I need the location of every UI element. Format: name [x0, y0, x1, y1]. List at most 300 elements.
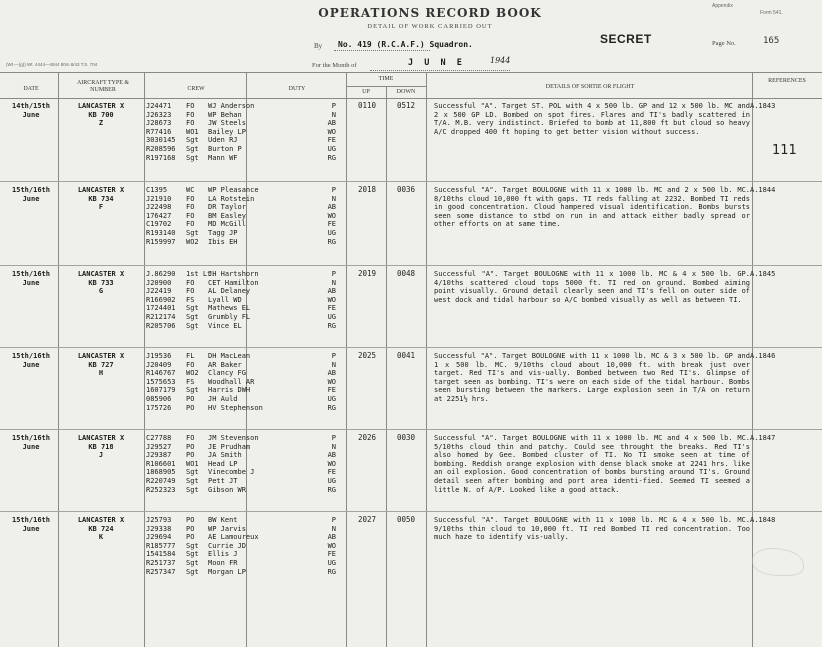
crew-member [146, 550, 296, 559]
crew-duty: UG [327, 312, 336, 321]
crew-service-number: R220749 [146, 476, 176, 485]
col-header-down: DOWN [396, 89, 416, 95]
crew-duty: WO [327, 127, 336, 136]
crew-member [146, 229, 296, 238]
crew-duty: N [331, 442, 336, 451]
aircraft-letter: Z [98, 119, 104, 128]
crew-name: Mann WF [208, 153, 238, 162]
crew-name: JM Stevenson [208, 434, 259, 442]
crew-name: Ibis EH [208, 237, 238, 246]
crew-duty: UG [327, 476, 336, 485]
crew-duty: N [331, 360, 336, 369]
crew-name: Morgan LP [208, 567, 246, 576]
by-label: By [314, 42, 323, 50]
crew-duty: WO [327, 295, 336, 304]
crew-name: BW Kent [208, 516, 238, 524]
margin-number: 111 [772, 143, 797, 158]
crew-duty: UG [327, 144, 336, 153]
aircraft-serial: KB 733 [88, 278, 114, 287]
crew-service-number: 3030145 [146, 136, 176, 145]
crew-rank: Sgt [186, 228, 199, 237]
crew-rank: WO1 [186, 127, 199, 136]
sortie-date: 15th/16th June [12, 434, 50, 451]
crew-member [146, 352, 296, 361]
year-value: 1944 [490, 56, 511, 65]
crew-service-number: 1724401 [146, 304, 176, 313]
crew-service-number: R252323 [146, 485, 176, 494]
crew-service-number: 175726 [146, 403, 172, 412]
crew-service-number: R251737 [146, 558, 176, 567]
sortie-details: Successful "A". Target ST. POL with 4 x 500 lb. GP and 12 x 500 lb. MC and 2 x 500 GP LD. Bombed on spot fires. Flares and TI's badly scattered in T/A. M.B. very indistinct. Briefed to bomb at 11,800 ft but cloud so heavy A/C dropped 400 ft hoping to get better vision without success. [434, 102, 750, 136]
time-up: 2018 [357, 185, 377, 194]
aircraft-letter: J [98, 451, 104, 460]
aircraft-letter: H [98, 369, 104, 378]
crew-member [146, 460, 296, 469]
crew-duty: UG [327, 394, 336, 403]
col-header-duty: DUTY [288, 86, 306, 92]
crew-service-number: J28673 [146, 119, 172, 128]
crew-rank: 1st Lt. [186, 270, 216, 278]
crew-duty: FE [327, 550, 336, 559]
crew-name: MD McGill [208, 220, 246, 229]
crew-name: Mathews EL [208, 304, 251, 313]
crew-service-number: 085906 [146, 394, 172, 403]
crew-list [146, 516, 296, 576]
appendix-label: Appendix [712, 3, 733, 9]
time-down: 0030 [396, 433, 416, 442]
crew-member [146, 525, 296, 534]
aircraft-info [60, 434, 142, 460]
duty-list [296, 352, 346, 412]
squadron-name: No. 419 (R.C.A.F.) Squadron. [338, 40, 473, 49]
crew-name: Head LP [208, 459, 238, 468]
crew-rank: Sgt [186, 144, 199, 153]
crew-service-number: J22498 [146, 203, 172, 212]
crew-member [146, 238, 296, 247]
month-value: J U N E [408, 58, 465, 68]
crew-name: AE Lamoureux [208, 533, 259, 542]
row-rule [0, 429, 822, 430]
crew-rank: Sgt [186, 321, 199, 330]
crew-rank: Sgt [186, 386, 199, 395]
crew-service-number: J29338 [146, 524, 172, 533]
crew-name: WP Pleasance [208, 186, 259, 194]
crew-name: Moon FR [208, 558, 238, 567]
crew-service-number: R77416 [146, 127, 172, 136]
aircraft-type: LANCASTER X [77, 270, 125, 278]
crew-member [146, 486, 296, 495]
crew-rank: Sgt [186, 476, 199, 485]
crew-duty: RG [327, 403, 336, 412]
crew-service-number: 1868905 [146, 468, 176, 477]
crew-service-number: J19536 [146, 352, 172, 360]
crew-member [146, 404, 296, 413]
crew-rank: FO [186, 220, 195, 229]
crew-rank: Sgt [186, 485, 199, 494]
crew-name: BM Easley [208, 211, 246, 220]
crew-service-number: R146767 [146, 369, 176, 378]
crew-duty: P [331, 186, 336, 194]
crew-duty: P [331, 270, 336, 278]
crew-list [146, 352, 296, 412]
aircraft-info [60, 102, 142, 128]
crew-member [146, 451, 296, 460]
crew-name: JA Smith [208, 451, 242, 460]
crew-name: WJ Anderson [208, 102, 255, 110]
crew-service-number: R193140 [146, 228, 176, 237]
crew-service-number: 176427 [146, 211, 172, 220]
aircraft-type: LANCASTER X [77, 186, 125, 194]
crew-list [146, 186, 296, 246]
crew-member [146, 542, 296, 551]
time-up: 2019 [357, 269, 377, 278]
crew-name: Ellis J [208, 550, 238, 559]
crew-rank: FO [186, 194, 195, 203]
crew-member [146, 203, 296, 212]
col-header-details: DETAILS OF SORTIE OR FLIGHT [545, 84, 635, 90]
crew-member [146, 395, 296, 404]
form-number: Form 541. [760, 10, 783, 16]
row-rule [0, 347, 822, 348]
duty-list [296, 102, 346, 162]
crew-rank: FO [186, 110, 195, 119]
crew-rank: PO [186, 394, 195, 403]
crew-service-number: C19702 [146, 220, 172, 229]
crew-member [146, 270, 296, 279]
reference-number: A.1847 [750, 434, 776, 442]
crew-rank: Sgt [186, 541, 199, 550]
crew-member [146, 195, 296, 204]
crew-rank: FO [186, 278, 195, 287]
crew-duty: FE [327, 304, 336, 313]
crew-service-number: R212174 [146, 312, 176, 321]
crew-service-number: R205706 [146, 321, 176, 330]
crew-rank: FO [186, 119, 195, 128]
col-rule-duty [346, 72, 347, 647]
crew-name: LA Rotstein [208, 194, 255, 203]
col-rule-date [58, 72, 59, 647]
crew-rank: FO [186, 360, 195, 369]
crew-duty: N [331, 278, 336, 287]
time-down: 0048 [396, 269, 416, 278]
squadron-underline [334, 50, 430, 51]
time-up: 2025 [357, 351, 377, 360]
crew-rank: FS [186, 377, 195, 386]
crew-name: Burton P [208, 144, 242, 153]
crew-member [146, 220, 296, 229]
crew-duty: N [331, 524, 336, 533]
print-code: (Wt.—(g)) Wt. 4444—4944 80m 8/43 T.S. 704 [6, 62, 98, 67]
crew-rank: FO [186, 287, 195, 296]
duty-list [296, 186, 346, 246]
header-bottom-rule [0, 98, 822, 99]
crew-member [146, 378, 296, 387]
aircraft-type: LANCASTER X [77, 102, 125, 110]
crew-service-number: R159997 [146, 237, 176, 246]
crew-name: JE Prudham [208, 442, 251, 451]
row-rule [0, 181, 822, 182]
col-header-references: REFERENCES [768, 78, 806, 84]
aircraft-info [60, 186, 142, 212]
crew-duty: RG [327, 485, 336, 494]
crew-duty: AB [327, 287, 336, 296]
crew-duty: WO [327, 377, 336, 386]
crew-name: Uden RJ [208, 136, 238, 145]
crew-rank: Sgt [186, 136, 199, 145]
crew-member [146, 516, 296, 525]
crew-rank: WC [186, 186, 195, 194]
aircraft-serial: KB 727 [88, 360, 114, 369]
crew-service-number: J20409 [146, 360, 172, 369]
crew-service-number: 1541584 [146, 550, 176, 559]
time-down: 0050 [396, 515, 416, 524]
crew-member [146, 313, 296, 322]
reference-number: A.1848 [750, 516, 776, 524]
aircraft-serial: KB 724 [88, 524, 114, 533]
crew-member [146, 386, 296, 395]
col-header-aircraft: AIRCRAFT TYPE & NUMBER [76, 80, 130, 93]
reference-number: A.1845 [750, 270, 776, 278]
crew-rank: Sgt [186, 312, 199, 321]
col-header-up: UP [362, 89, 370, 95]
row-rule [0, 511, 822, 512]
crew-name: Gibson WR [208, 485, 246, 494]
crew-member [146, 559, 296, 568]
crew-member [146, 119, 296, 128]
crew-name: JH Hartshorn [208, 270, 259, 278]
crew-rank: FL [186, 352, 195, 360]
crew-member [146, 468, 296, 477]
crew-service-number: J21910 [146, 194, 172, 203]
crew-name: DH MacLean [208, 352, 251, 360]
aircraft-letter: G [98, 287, 104, 296]
sortie-date: 14th/15th June [12, 102, 50, 119]
sortie-date: 15th/16th June [12, 186, 50, 203]
month-underline [370, 70, 510, 71]
crew-name: WP Jarvis [208, 524, 246, 533]
crew-name: AL Delaney [208, 287, 251, 296]
crew-rank: Sgt [186, 153, 199, 162]
crew-member [146, 102, 296, 111]
time-up: 0110 [357, 101, 377, 110]
ink-smudge [752, 548, 804, 576]
sortie-details: Successful "A". Target BOULOGNE with 11 x 1000 lb. MC & 4 x 500 lb. MC. 9/10ths thin cloud to 10,000 ft. TI red Bombed TI red concentration. Too much haze to identify vis-ually. [434, 516, 750, 542]
crew-member [146, 477, 296, 486]
crew-duty: P [331, 352, 336, 360]
crew-service-number: R185777 [146, 541, 176, 550]
page-title: OPERATIONS RECORD BOOK [318, 6, 542, 20]
crew-name: Bailey LP [208, 127, 246, 136]
crew-rank: FO [186, 102, 195, 110]
crew-rank: PO [186, 451, 195, 460]
aircraft-serial: KB 700 [88, 110, 114, 119]
crew-member [146, 296, 296, 305]
crew-member [146, 145, 296, 154]
crew-service-number: J.86290 [146, 270, 176, 278]
crew-name: Vince EL [208, 321, 242, 330]
crew-duty: WO [327, 459, 336, 468]
crew-duty: WO [327, 541, 336, 550]
crew-service-number: J22419 [146, 287, 172, 296]
aircraft-type: LANCASTER X [77, 434, 125, 442]
duty-list [296, 270, 346, 330]
crew-rank: PO [186, 533, 195, 542]
crew-duty: WO [327, 211, 336, 220]
crew-name: Woodhall AR [208, 377, 255, 386]
col-header-time: TIME [378, 76, 394, 82]
time-down: 0036 [396, 185, 416, 194]
crew-service-number: J24471 [146, 102, 172, 110]
crew-member [146, 287, 296, 296]
crew-rank: WO2 [186, 237, 199, 246]
crew-service-number: R166902 [146, 295, 176, 304]
duty-list [296, 516, 346, 576]
crew-rank: Sgt [186, 550, 199, 559]
time-down: 0041 [396, 351, 416, 360]
crew-name: Tagg JP [208, 228, 238, 237]
crew-service-number: C27788 [146, 434, 172, 442]
sortie-details: Successful "A". Target BOULOGNE with 11 x 1000 lb. MC and 2 x 500 lb. MC. 8/10ths cloud 10,000 ft with gaps. TI reds falling at 2232. Bombed TI reds in good concentration. Cloud hampered visual identification. Bombs bursts seen some distance to stbd on run in and attack either badly spread or other efforts on at same time. [434, 186, 750, 229]
col-header-crew: CREW [187, 86, 205, 92]
aircraft-letter: K [98, 533, 104, 542]
duty-list [296, 434, 346, 494]
crew-name: Clancy FG [208, 369, 246, 378]
crew-service-number: R208596 [146, 144, 176, 153]
crew-service-number: J26323 [146, 110, 172, 119]
crew-member [146, 443, 296, 452]
crew-member [146, 136, 296, 145]
crew-name: JW Steels [208, 119, 246, 128]
page-number-label: Page No. [712, 40, 736, 47]
reference-number: A.1846 [750, 352, 776, 360]
crew-name: HV Stephenson [208, 403, 263, 412]
aircraft-info [60, 270, 142, 296]
crew-duty: AB [327, 369, 336, 378]
reference-number: A.1844 [750, 186, 776, 194]
col-header-date: DATE [23, 86, 39, 92]
crew-name: Grumbly FL [208, 312, 251, 321]
crew-rank: PO [186, 516, 195, 524]
crew-duty: AB [327, 203, 336, 212]
crew-member [146, 304, 296, 313]
crew-duty: UG [327, 228, 336, 237]
crew-name: DR Taylor [208, 203, 246, 212]
crew-rank: FO [186, 211, 195, 220]
crew-rank: WO2 [186, 369, 199, 378]
crew-name: AR Baker [208, 360, 242, 369]
crew-service-number: R197168 [146, 153, 176, 162]
crew-name: Vinecombe J [208, 468, 255, 477]
crew-duty: P [331, 516, 336, 524]
crew-rank: PO [186, 524, 195, 533]
crew-duty: AB [327, 119, 336, 128]
crew-service-number: J29694 [146, 533, 172, 542]
crew-duty: P [331, 102, 336, 110]
crew-duty: FE [327, 468, 336, 477]
crew-duty: FE [327, 386, 336, 395]
crew-rank: PO [186, 403, 195, 412]
crew-duty: RG [327, 153, 336, 162]
crew-service-number: 1575653 [146, 377, 176, 386]
secret-stamp: SECRET [600, 32, 652, 46]
crew-rank: Sgt [186, 468, 199, 477]
crew-rank: Sgt [186, 567, 199, 576]
sortie-details: Successful "A". Target BOULOGNE with 11 x 1000 lb. MC & 3 x 500 lb. GP and 1 x 500 lb. MC. 9/10ths cloud about 10,000 ft. with break just over target. Red TI's and vis-ually. Bombed between two Red TI's. Glimpse of target seen as bombing. TI's were on each side of the tidal harbour. Bombs seen bursting between the markers. Large explosion seen in T/A on return at 2251½ hrs. [434, 352, 750, 403]
crew-member [146, 361, 296, 370]
time-up: 2026 [357, 433, 377, 442]
crew-member [146, 128, 296, 137]
time-up: 2027 [357, 515, 377, 524]
crew-member [146, 212, 296, 221]
time-down: 0512 [396, 101, 416, 110]
sortie-date: 15th/16th June [12, 352, 50, 369]
crew-duty: AB [327, 451, 336, 460]
crew-member [146, 568, 296, 577]
aircraft-type: LANCASTER X [77, 516, 125, 524]
crew-service-number: J29387 [146, 451, 172, 460]
crew-name: Pett JT [208, 476, 238, 485]
sortie-details: Successful "A". Target BOULOGNE with 11 x 1000 lb. MC & 4 x 500 lb. GP. 4/10ths scattered cloud tops 5000 ft. TI red on ground. Bombed aiming point visually. Ground detail clearly seen and TI's fell on outer side of west dock and tidal harbour so A/C bombed visually as well as between TI. [434, 270, 750, 304]
crew-duty: RG [327, 237, 336, 246]
crew-member [146, 533, 296, 542]
aircraft-type: LANCASTER X [77, 352, 125, 360]
crew-member [146, 279, 296, 288]
crew-member [146, 111, 296, 120]
crew-member [146, 186, 296, 195]
crew-duty: UG [327, 558, 336, 567]
aircraft-letter: F [98, 203, 104, 212]
sortie-details: Successful "A". Target BOULOGNE with 11 x 1000 lb. MC and 4 x 500 lb. MC. 5/10ths cloud thin and patchy. Could see throught the breaks. Red TI's also homed by Gee. Bombed cluster of TI. No TI smoke seen at time of bombing. Reddish orange explosion with dense black smoke at 2241 hrs. like an oil explosion. Good concentration of bombs bursting around TI's. Ground detail seen after bombing and port area identi-fied. Seemed TI seemed a little N. of A/P. Looked like a good attack. [434, 434, 750, 494]
crew-duty: FE [327, 136, 336, 145]
crew-rank: Sgt [186, 558, 199, 567]
crew-name: JH Auld [208, 394, 238, 403]
crew-rank: PO [186, 442, 195, 451]
sortie-date: 15th/16th June [12, 516, 50, 533]
page-number: 165 [763, 36, 780, 46]
page-subtitle: DETAIL OF WORK CARRIED OUT [367, 23, 493, 30]
reference-number: A.1843 [750, 102, 776, 110]
crew-name: Lyall WD [208, 295, 242, 304]
col-rule-time [386, 86, 387, 647]
aircraft-serial: KB 734 [88, 194, 114, 203]
crew-service-number: J25793 [146, 516, 172, 524]
crew-list [146, 102, 296, 162]
crew-duty: FE [327, 220, 336, 229]
sortie-date: 15th/16th June [12, 270, 50, 287]
month-label: For the Month of [312, 62, 357, 69]
crew-service-number: R257347 [146, 567, 176, 576]
crew-duty: N [331, 110, 336, 119]
crew-member [146, 369, 296, 378]
crew-name: Harris DWH [208, 386, 251, 395]
crew-member [146, 322, 296, 331]
crew-name: WP Behan [208, 110, 242, 119]
crew-rank: FO [186, 434, 195, 442]
crew-rank: FS [186, 295, 195, 304]
crew-duty: N [331, 194, 336, 203]
aircraft-info [60, 516, 142, 542]
crew-member [146, 434, 296, 443]
row-rule [0, 265, 822, 266]
crew-service-number: R106601 [146, 459, 176, 468]
crew-rank: Sgt [186, 304, 199, 313]
col-rule-aircraft [144, 72, 145, 647]
crew-member [146, 154, 296, 163]
crew-name: CET Hamilton [208, 278, 259, 287]
crew-service-number: 1607179 [146, 386, 176, 395]
crew-service-number: J20900 [146, 278, 172, 287]
crew-list [146, 434, 296, 494]
